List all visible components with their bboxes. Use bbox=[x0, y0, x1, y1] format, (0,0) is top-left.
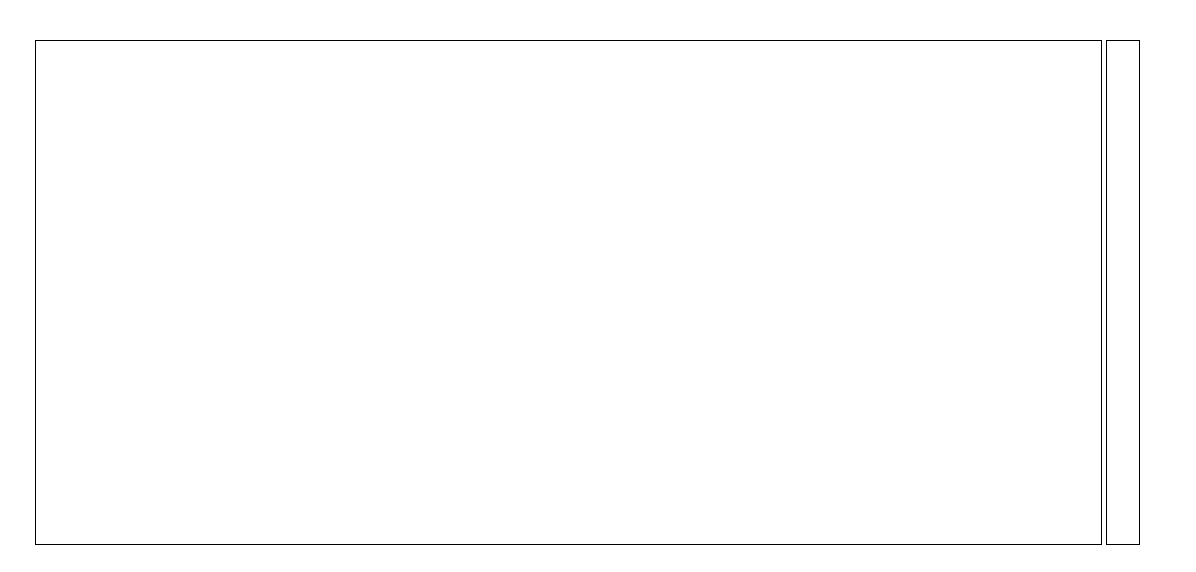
colorbar bbox=[1106, 40, 1140, 545]
y-axis-labels bbox=[0, 40, 30, 545]
heatmap-grid bbox=[35, 40, 1102, 545]
